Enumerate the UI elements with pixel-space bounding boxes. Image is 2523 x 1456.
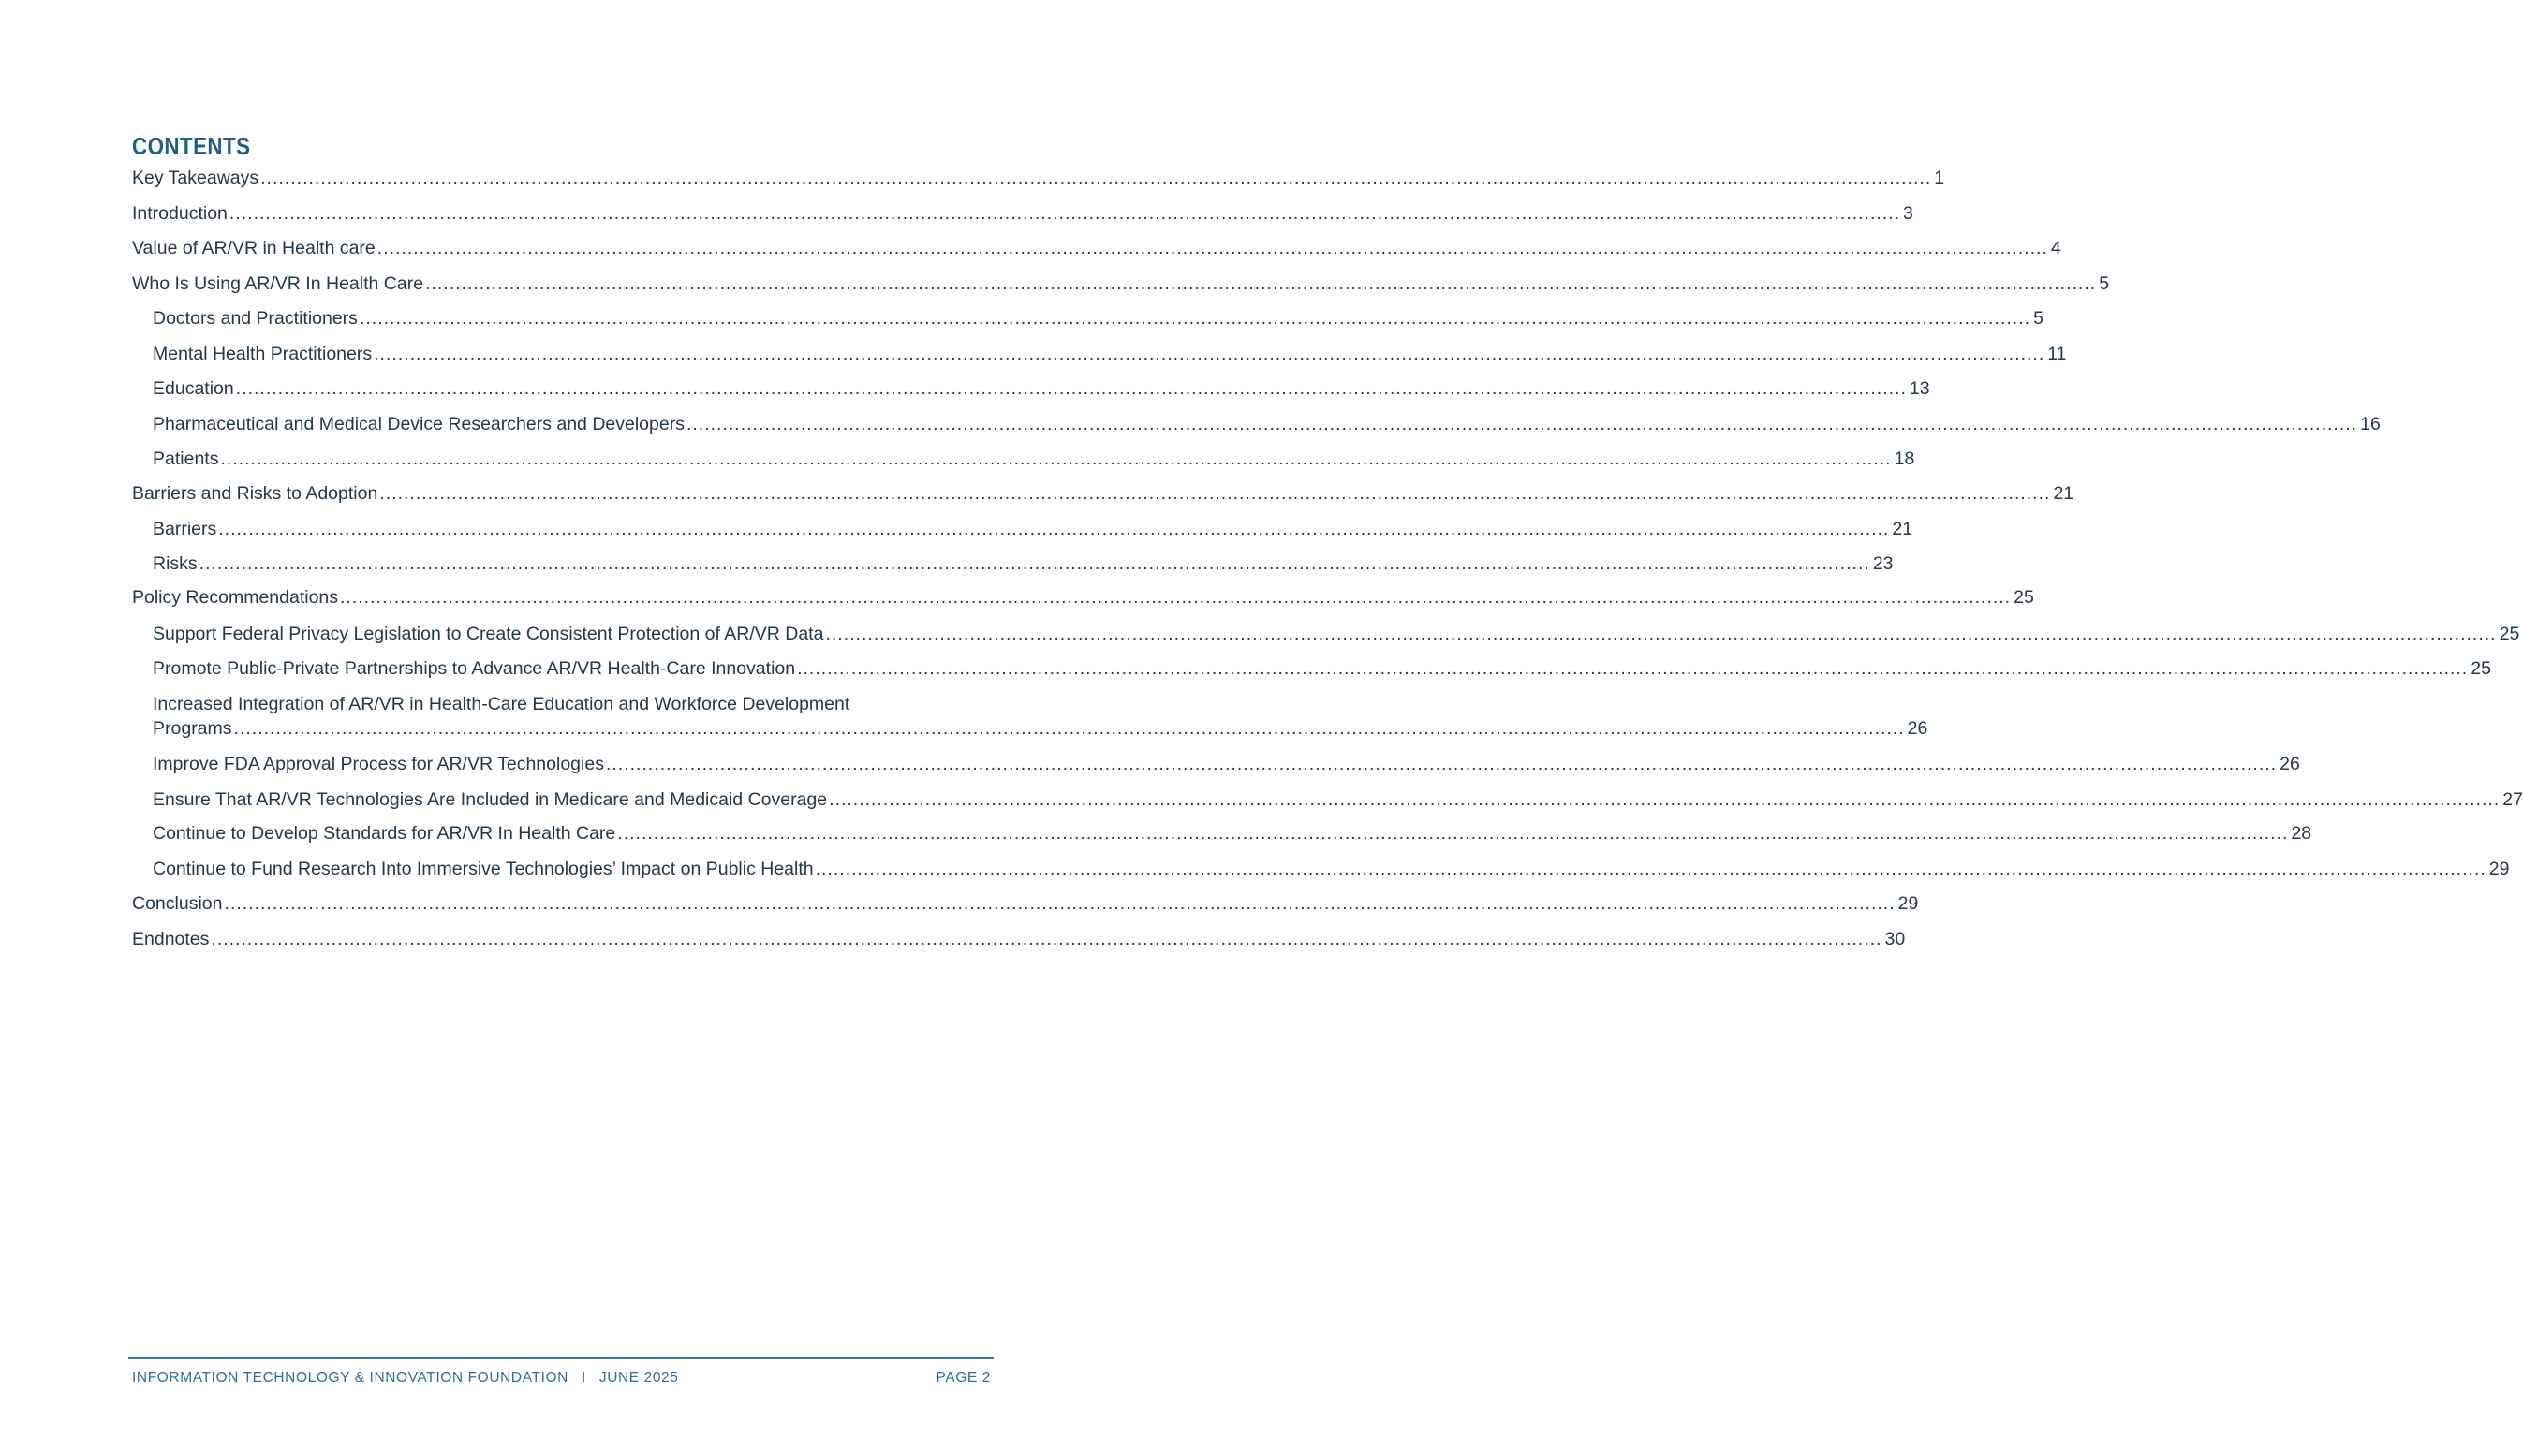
dot-leader xyxy=(606,751,2277,777)
toc-entry-patients[interactable] xyxy=(153,446,1915,472)
toc-entry-education-workforce[interactable] xyxy=(153,715,1928,742)
toc-entry-page: 5 xyxy=(2033,308,2043,329)
toc-entry-page: 23 xyxy=(1872,553,1894,574)
dot-leader xyxy=(199,551,1870,577)
dot-leader xyxy=(340,584,2011,610)
toc-entry-endnotes[interactable] xyxy=(132,926,1906,952)
dot-leader xyxy=(816,856,2486,882)
toc-entry-medicare-medicaid[interactable] xyxy=(153,787,2523,813)
toc-entry-page: 5 xyxy=(2099,273,2110,294)
toc-entry-label: Ensure That AR/VR Technologies Are Included in Medicare and Medicaid Coverage xyxy=(153,789,828,810)
toc-entry-education[interactable] xyxy=(153,375,1930,402)
dot-leader xyxy=(377,235,2048,261)
toc-entry-page: 4 xyxy=(2050,238,2061,258)
toc-entry-public-private[interactable] xyxy=(153,655,2491,682)
toc-entry-page: 18 xyxy=(1894,449,1915,469)
toc-entry-page: 1 xyxy=(1934,168,1945,188)
toc-entry-page: 16 xyxy=(2360,414,2381,434)
toc-entry-page: 25 xyxy=(2499,624,2520,644)
toc-entry-introduction[interactable] xyxy=(132,200,1913,227)
toc-entry-label: Barriers and Risks to Adoption xyxy=(132,483,378,504)
toc-entry-page: 21 xyxy=(2053,483,2074,504)
toc-entry-barriers[interactable] xyxy=(153,516,1913,542)
toc-entry-label: Improve FDA Approval Process for AR/VR Technologies xyxy=(153,754,604,774)
toc-entry-label: Value of AR/VR in Health care xyxy=(132,238,376,258)
toc-entry-label: Programs xyxy=(153,718,232,739)
dot-leader xyxy=(211,926,1881,952)
toc-entry-page: 11 xyxy=(2047,344,2067,364)
toc-entry-page: 21 xyxy=(1892,519,1913,539)
toc-entry-label: Conclusion xyxy=(132,893,223,914)
toc-entry-doctors[interactable] xyxy=(153,305,2043,331)
toc-entry-who-is-using[interactable] xyxy=(132,271,2110,297)
toc-entry-fund-research[interactable] xyxy=(153,856,2510,882)
toc-entry-label: Introduction xyxy=(132,203,228,224)
toc-entry-label: Promote Public-Private Partnerships to Advance AR/VR Health-Care Innovation xyxy=(153,658,796,679)
toc-entry-value-of-arvr[interactable] xyxy=(132,235,2061,261)
dot-leader xyxy=(617,820,2288,846)
dot-leader xyxy=(686,411,2357,437)
toc-entry-pharmaceutical[interactable] xyxy=(153,411,2381,437)
toc-entry-page: 3 xyxy=(1903,203,1913,224)
dot-leader xyxy=(360,305,2030,331)
toc-entry-label: Mental Health Practitioners xyxy=(153,344,373,364)
toc-entry-page: 26 xyxy=(2280,754,2300,774)
footer-date: JUNE 2025 xyxy=(598,1370,679,1386)
toc-entry-federal-privacy[interactable] xyxy=(153,621,2520,647)
footer-organization: INFORMATION TECHNOLOGY & INNOVATION FOUNDATION xyxy=(132,1370,568,1386)
dot-leader xyxy=(797,655,2468,682)
dot-leader xyxy=(374,341,2044,367)
footer-page-number: PAGE 2 xyxy=(936,1370,991,1386)
toc-entry-label: Patients xyxy=(153,449,219,469)
toc-entry-page: 26 xyxy=(1907,718,1928,739)
dot-leader xyxy=(234,715,1905,742)
dot-leader xyxy=(224,890,1895,917)
dot-leader xyxy=(218,516,1889,542)
toc-entry-label: Policy Recommendations xyxy=(132,587,339,608)
toc-entry-page: 29 xyxy=(1897,893,1919,914)
toc-entry-standards[interactable] xyxy=(153,820,2312,846)
toc-entry-key-takeaways[interactable] xyxy=(132,165,1945,191)
page-title: CONTENTS xyxy=(132,132,251,160)
toc-entry-label: Continue to Fund Research Into Immersive Technologies’ Impact on Public Health xyxy=(153,859,814,879)
toc-entry-page: 29 xyxy=(2488,859,2510,879)
toc-entry-conclusion[interactable] xyxy=(132,890,1919,917)
dot-leader xyxy=(379,480,2050,507)
dot-leader xyxy=(425,271,2096,297)
footer-divider xyxy=(128,1357,994,1359)
toc-entry-label: Doctors and Practitioners xyxy=(153,308,358,329)
toc-entry-page: 13 xyxy=(1909,378,1930,399)
dot-leader xyxy=(220,446,1891,472)
toc-entry-label: Continue to Develop Standards for AR/VR In Health Care xyxy=(153,823,616,844)
dot-leader xyxy=(829,787,2500,813)
toc-entry-label: Who Is Using AR/VR In Health Care xyxy=(132,273,424,294)
toc-entry-label: Support Federal Privacy Legislation to Create Consistent Protection of AR/VR Data xyxy=(153,624,824,644)
footer-left xyxy=(132,1370,679,1387)
toc-entry-fda-approval[interactable] xyxy=(153,751,2300,777)
toc-entry-label: Pharmaceutical and Medical Device Researchers and Developers xyxy=(153,414,685,434)
toc-entry-label: Barriers xyxy=(153,519,217,539)
dot-leader xyxy=(260,165,1931,191)
toc-entry-page: 30 xyxy=(1884,929,1906,949)
toc-entry-risks[interactable] xyxy=(153,551,1894,577)
toc-entry-page: 27 xyxy=(2502,789,2523,810)
toc-entry-label: Education xyxy=(153,378,234,399)
toc-entry-page: 28 xyxy=(2291,823,2312,844)
toc-entry-label-line1[interactable]: Increased Integration of AR/VR in Health-Care Education and Workforce Development xyxy=(153,694,850,714)
toc-entry-policy-recommendations[interactable] xyxy=(132,584,2034,610)
toc-entry-label: Endnotes xyxy=(132,929,210,949)
toc-entry-label: Risks xyxy=(153,553,198,574)
toc-entry-page: 25 xyxy=(2471,658,2491,679)
dot-leader xyxy=(236,375,1907,402)
dot-leader xyxy=(825,621,2496,647)
toc-entry-label: Key Takeaways xyxy=(132,168,259,188)
footer-separator: I xyxy=(581,1370,586,1386)
dot-leader xyxy=(229,200,1900,227)
toc-entry-mental-health[interactable] xyxy=(153,341,2067,367)
toc-entry-page: 25 xyxy=(2014,587,2034,608)
toc-entry-barriers-and-risks[interactable] xyxy=(132,480,2074,507)
